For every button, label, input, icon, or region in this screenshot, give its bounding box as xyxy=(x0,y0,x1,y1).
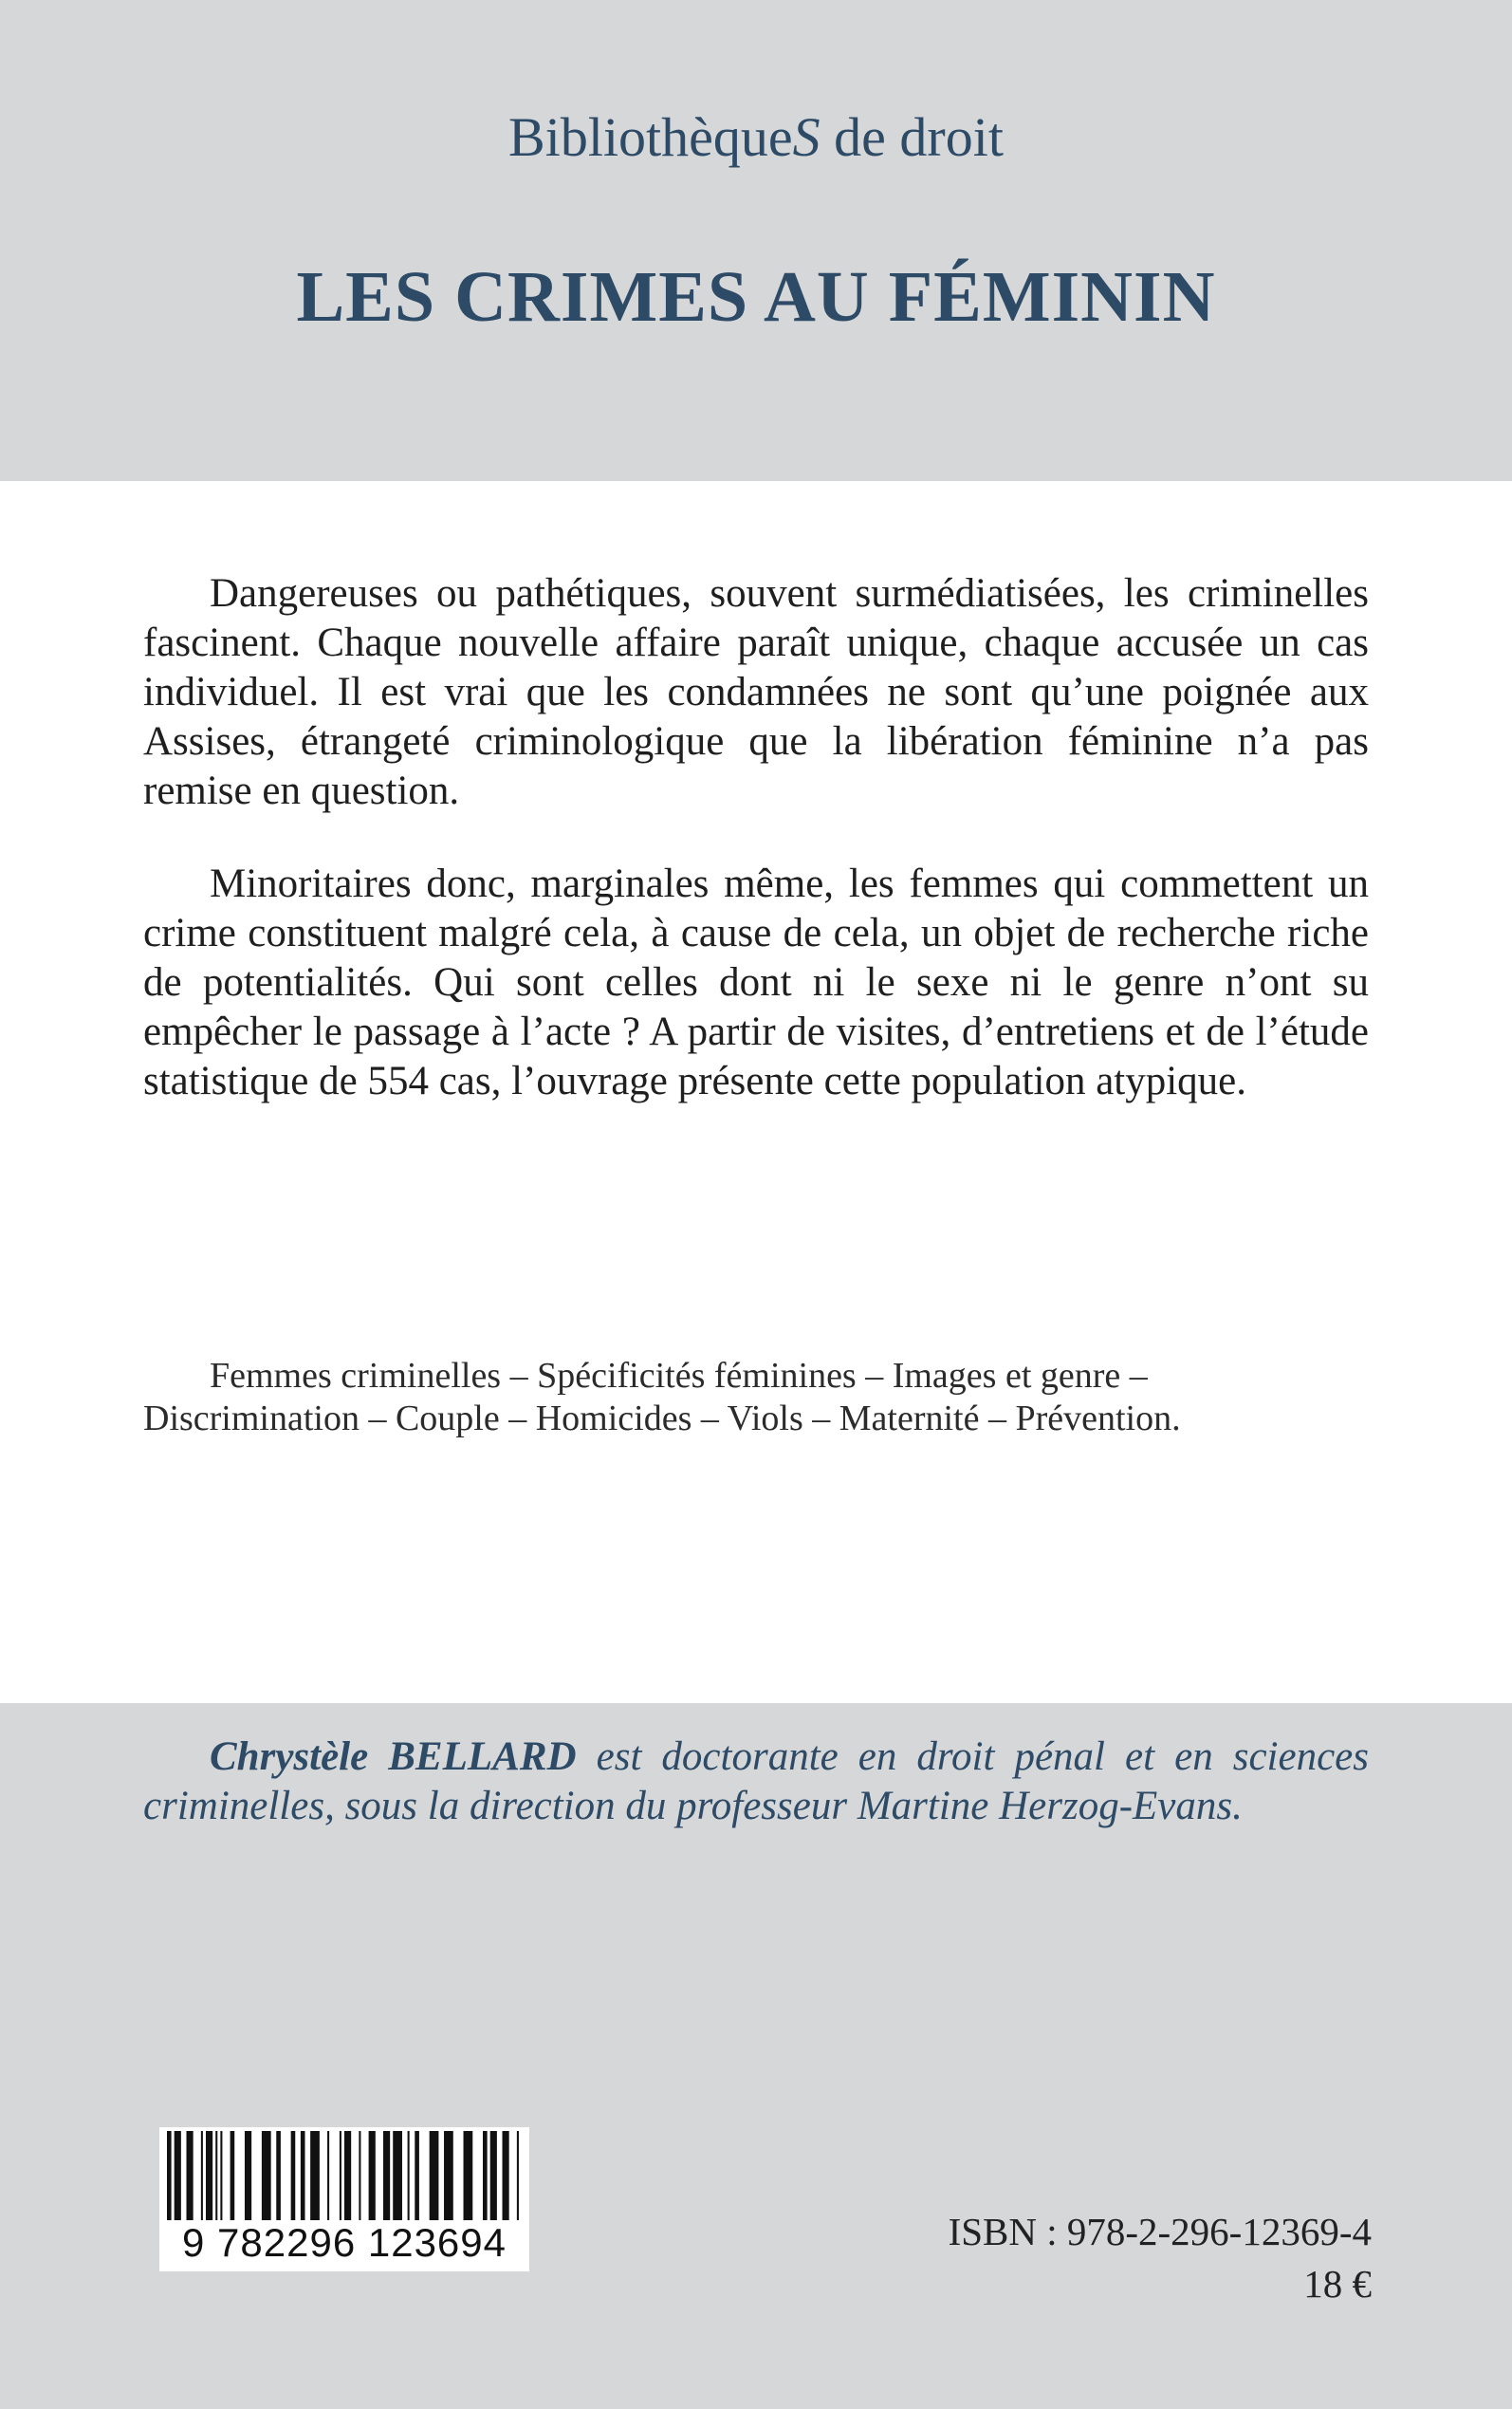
barcode-bar xyxy=(444,2131,453,2226)
barcode-bar xyxy=(245,2131,251,2226)
barcode-bar xyxy=(483,2131,488,2226)
blurb-paragraph-2: Minoritaires donc, marginales même, les femmes qui commettent un crime constituent malgré cela, à cause de cela, un objet de recherche riche de potentialités. Qui sont celles dont ni le sexe ni le genre n’ont su empêcher le passage à l’acte ? A partir de visites, d’entretiens et de l’étude statistique de 554 cas, l’ouvrage présente cette population atypique. xyxy=(143,862,1369,1103)
barcode-bar xyxy=(393,2131,402,2226)
barcode-bar xyxy=(291,2131,296,2226)
barcode-bar xyxy=(206,2131,212,2226)
barcode-bar xyxy=(490,2131,497,2226)
keywords-line-1: Femmes criminelles – Spécificités féminines – Images et genre – xyxy=(210,1356,1148,1396)
barcode-bar xyxy=(503,2131,509,2226)
barcode-bar xyxy=(430,2131,439,2226)
barcode-bar xyxy=(167,2131,172,2226)
barcode-bar xyxy=(408,2131,410,2226)
blurb-paragraph-1: Dangereuses ou pathétiques, souvent surmédiatisées, les criminelles fascinent. Chaque nouvelle affaire paraît unique, chaque accusée un cas individuel. Il est vrai que les condamnées ne sont qu’une poignée aux Assises, étrangeté criminologique que la libération féminine n’a pas remise en question. xyxy=(143,571,1369,813)
series-name: BibliothèqueS de droit xyxy=(508,106,1004,168)
barcode-bar xyxy=(359,2131,360,2226)
barcode-bar xyxy=(340,2131,341,2226)
barcode-bar xyxy=(310,2131,320,2226)
author-description: est doctorante en droit pénal et en sciences criminelles, sous la direction du professeur Martine Herzog-Evans. xyxy=(143,1734,1369,1828)
barcode-bar xyxy=(327,2131,329,2226)
barcode-bar xyxy=(230,2131,235,2226)
barcode-bar xyxy=(201,2131,203,2226)
book-title: LES CRIMES AU FÉMININ xyxy=(296,257,1216,337)
barcode-bar xyxy=(464,2131,473,2226)
barcode-bar xyxy=(186,2131,193,2226)
barcode-bar xyxy=(383,2131,390,2226)
keywords-line-2: Discrimination – Couple – Homicides – Viols – Maternité – Prévention. xyxy=(143,1399,1181,1438)
barcode-bar xyxy=(220,2131,222,2226)
barcode-bar xyxy=(215,2131,217,2226)
author-name: Chrystèle BELLARD xyxy=(210,1734,577,1779)
header-band xyxy=(0,0,1512,481)
author-bio xyxy=(143,1733,1369,1831)
series-italic-s: S xyxy=(792,106,821,168)
barcode-number: 9 782296 123694 xyxy=(159,2220,529,2266)
barcode-bar xyxy=(415,2131,419,2226)
barcode-bar xyxy=(517,2131,519,2226)
barcode-bar xyxy=(301,2131,305,2226)
barcode-bar xyxy=(369,2131,376,2226)
barcode-bar xyxy=(276,2131,281,2226)
barcode-bar xyxy=(175,2131,181,2226)
isbn: ISBN : 978-2-296-12369-4 xyxy=(948,2210,1372,2253)
barcode-bar xyxy=(344,2131,351,2226)
barcode xyxy=(159,2127,529,2271)
barcode-bar xyxy=(262,2131,271,2226)
barcode-bars xyxy=(167,2131,522,2226)
price: 18 € xyxy=(1303,2262,1372,2306)
keywords xyxy=(143,1355,1369,1440)
